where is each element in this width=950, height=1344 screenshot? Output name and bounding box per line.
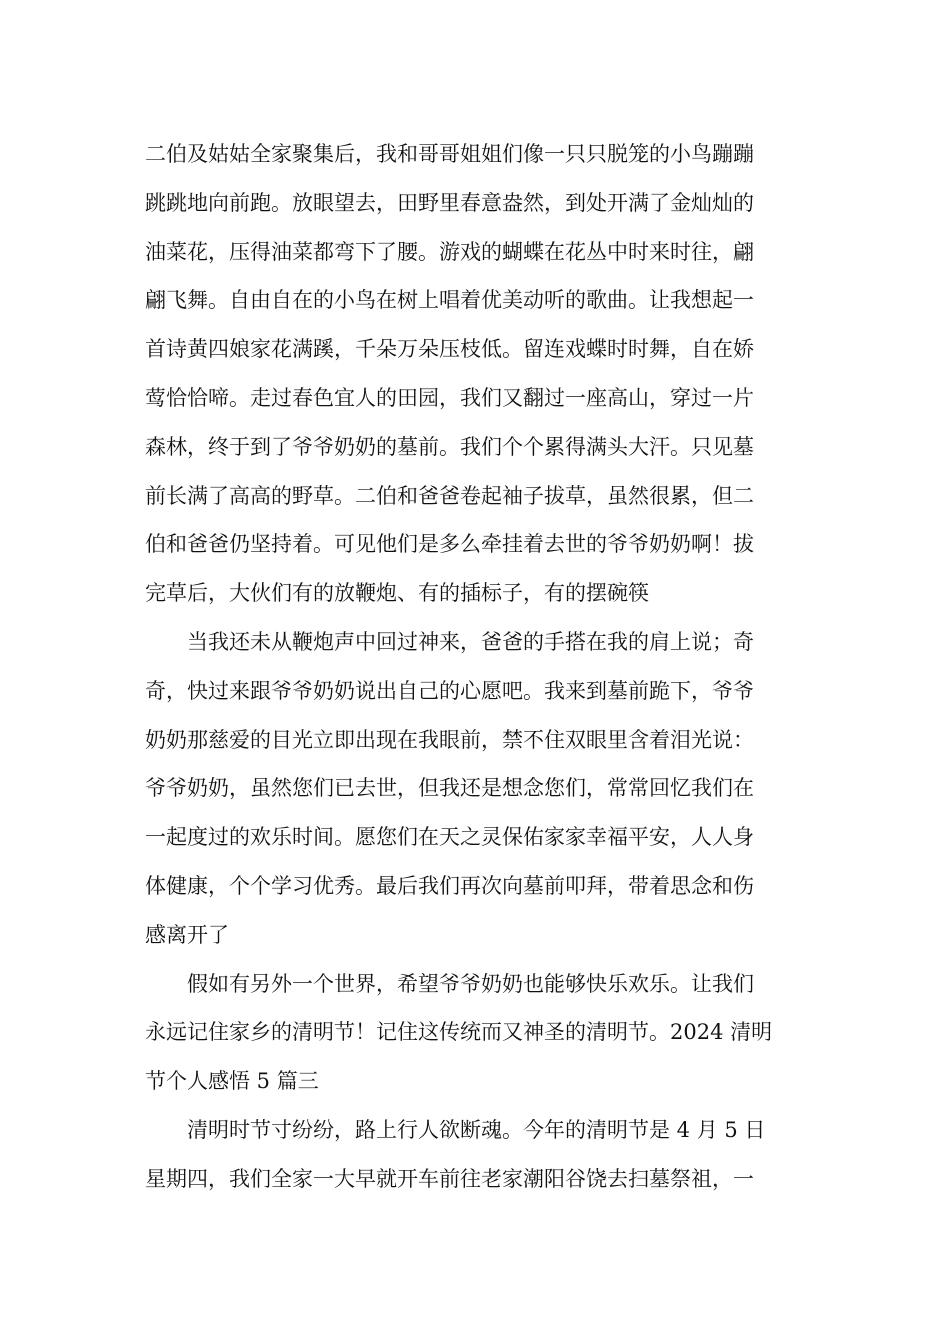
text-line: 星期四，我们全家一大早就开车前往老家潮阳谷饶去扫墓祭祖，一 [145, 1166, 754, 1191]
text-line: 节个人感悟 5 篇三 [145, 1069, 319, 1094]
text-line: 伯和爸爸仍坚持着。可见他们是多么牵挂着去世的爷爷奶奶啊！拔 [145, 532, 754, 557]
text-line: 油菜花，压得油菜都弯下了腰。游戏的蝴蝶在花丛中时来时往，翩 [145, 239, 754, 264]
paragraph-1 [145, 130, 810, 618]
text-line: 一起度过的欢乐时间。愿您们在天之灵保佑家家幸福平安，人人身 [145, 825, 754, 850]
text-line: 首诗黄四娘家花满蹊，千朵万朵压枝低。留连戏蝶时时舞，自在娇 [145, 337, 754, 362]
paragraph-3 [145, 960, 810, 1106]
text-line: 体健康，个个学习优秀。最后我们再次向墓前叩拜，带着思念和伤 [145, 873, 754, 898]
text-line: 清明时节寸纷纷，路上行人欲断魂。今年的清明节是 4 月 5 日 [187, 1117, 766, 1142]
text-line: 奶奶那慈爱的目光立即出现在我眼前，禁不住双眼里含着泪光说： [145, 727, 754, 752]
text-line: 完草后，大伙们有的放鞭炮、有的插标子，有的摆碗筷 [145, 581, 649, 606]
text-line: 爷爷奶奶，虽然您们已去世，但我还是想念您们，常常回忆我们在 [145, 776, 754, 801]
paragraph-2 [145, 618, 810, 960]
paragraph-4 [145, 1106, 810, 1204]
text-line: 奇，快过来跟爷爷奶奶说出自己的心愿吧。我来到墓前跪下，爷爷 [145, 678, 754, 703]
text-line: 假如有另外一个世界，希望爷爷奶奶也能够快乐欢乐。让我们 [187, 971, 754, 996]
text-line: 翩飞舞。自由自在的小鸟在树上唱着优美动听的歌曲。让我想起一 [145, 288, 754, 313]
text-line: 森林，终于到了爷爷奶奶的墓前。我们个个累得满头大汗。只见墓 [145, 434, 754, 459]
document-body [145, 130, 810, 1204]
text-line: 感离开了 [145, 922, 229, 947]
text-line: 前长满了高高的野草。二伯和爸爸卷起袖子拔草，虽然很累，但二 [145, 483, 754, 508]
text-line: 跳跳地向前跑。放眼望去，田野里春意盎然，到处开满了金灿灿的 [145, 190, 754, 215]
text-line: 莺恰恰啼。走过春色宜人的田园，我们又翻过一座高山，穿过一片 [145, 385, 754, 410]
text-line: 永远记住家乡的清明节！记住这传统而又神圣的清明节。2024 清明 [145, 1020, 773, 1045]
text-line: 当我还未从鞭炮声中回过神来，爸爸的手搭在我的肩上说；奇 [187, 629, 754, 654]
text-line: 二伯及姑姑全家聚集后，我和哥哥姐姐们像一只只脱笼的小鸟蹦蹦 [145, 142, 754, 166]
